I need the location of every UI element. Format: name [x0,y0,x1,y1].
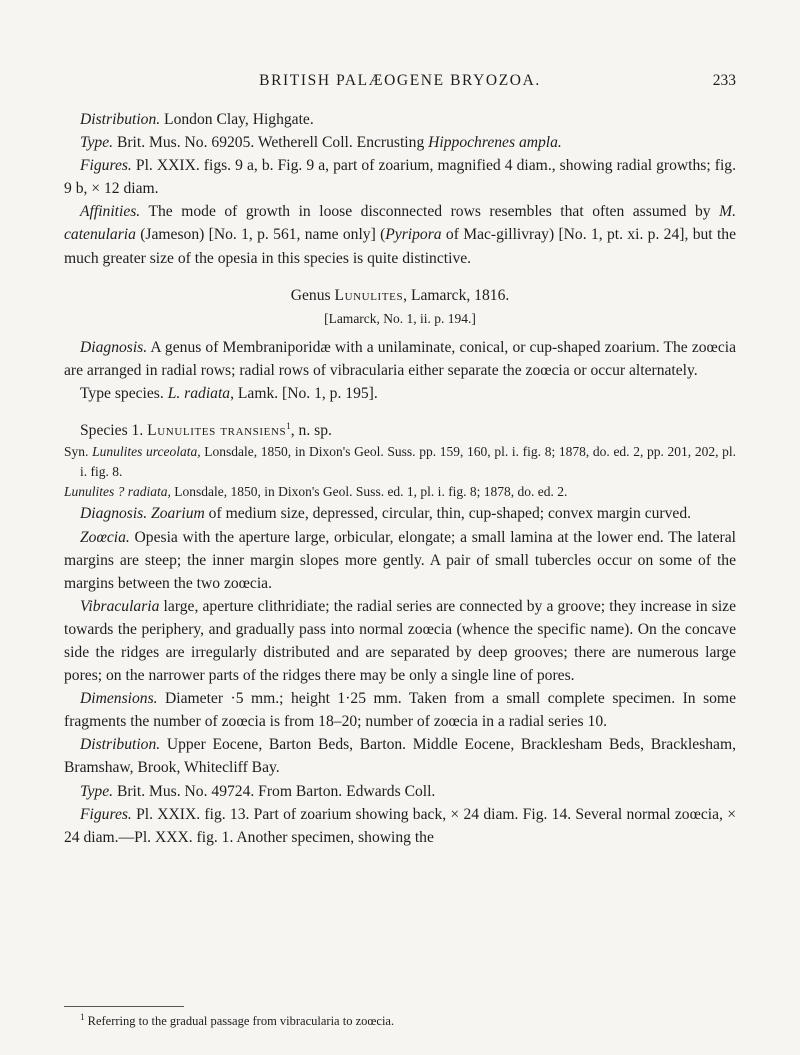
species-name: Hippochrenes ampla. [428,134,562,152]
genus-name: Lunulites [334,286,404,304]
genus-heading [64,284,736,307]
section-heading: Figures. [80,805,132,823]
section-heading: Diagnosis. [80,505,148,523]
running-title: BRITISH PALÆOGENE BRYOZOA. [259,72,541,89]
paragraph-text: Upper Eocene, Barton Beds, Barton. Middle Eocene, Bracklesham Beds, Bracklesham, Bramshaw, Brook, Whitecliff Bay. [64,736,736,777]
paragraph-text: Diameter ·5 mm.; height 1·25 mm. Taken from a small complete specimen. In some fragments the number of zoœcia is from 18–20; number of zoœcia in a radial series 10. [64,690,736,731]
body-text [64,108,736,849]
species-type-paragraph [64,780,736,803]
type-paragraph [64,131,736,154]
footnote-divider [64,1006,184,1007]
page-number: 233 [712,72,736,89]
species-heading [64,415,736,442]
footnote-mark: 1 [80,1012,85,1022]
section-heading: Distribution. [80,111,161,128]
species-suffix: , n. sp. [290,422,332,440]
type-species-paragraph [64,382,736,405]
paragraph-text: Lonsdale, 1850, in Dixon's Geol. Suss. ed. 1, pl. i. fig. 8; 1878, do. ed. 2. [170,484,568,500]
page-header [64,72,736,96]
vibracularia-paragraph [64,595,736,687]
paragraph-text: London Clay, Highgate. [160,111,314,128]
paragraph-text: of medium size, depressed, circular, thin, cup-shaped; convex margin curved. [204,505,692,523]
paragraph-text: of Mac-gillivray) [No. 1, pt. xi. p. 24], but the much greater size of the opesia in this species is quite distinctive. [64,226,736,267]
paragraph-text: , Lamk. [No. 1, p. 195]. [230,385,378,403]
species-title: Lunulites transiens [147,422,287,440]
section-heading: Figures. [80,157,132,175]
paragraph-text: Opesia with the aperture large, orbicular, elongate; a small lamina at the lower end. The lateral margins are steep; the inner margin slopes more gently. A pair of small tubercles occur on some of the margins between the two zoœcia. [64,528,736,592]
paragraph-text: Pl. XXIX. figs. 9 a, b. Fig. 9 a, part of zoarium, magnified 4 diam., showing radial growths; fig. 9 b, × 12 diam. [64,157,736,198]
paragraph-text: Brit. Mus. No. 49724. From Barton. Edwards Coll. [113,782,436,800]
paragraph-text: large, aperture clithridiate; the radial series are connected by a groove; they increase in size towards the periphery, and gradually pass into normal zoœcia (whence the specific name). On the concave side the ridges are irregularly distributed and are separated by deep grooves; there are numerous large pores; on the narrower parts of the ridges there may be only a single line of pores. [64,597,736,685]
species-figures-paragraph [64,803,736,849]
section-heading: Diagnosis. [80,338,148,356]
genus-authority: , Lamarck, 1816. [403,286,510,304]
species-name: Lunulites urceolata, [92,444,201,460]
footnote-text: Referring to the gradual passage from vibracularia to zoœcia. [84,1014,395,1029]
paragraph-text: Brit. Mus. No. 69205. Wetherell Coll. Encrusting [113,134,429,152]
section-heading: Distribution. [80,736,161,754]
footnote [64,1012,736,1029]
synonymy-label: Syn. [64,444,93,460]
species-name: L. radiata [167,385,231,403]
genus-label: Genus [290,286,335,304]
section-heading: Affinities. [80,203,141,221]
dimensions-paragraph [64,687,736,733]
species-distribution-paragraph [64,733,736,779]
section-heading: Vibracularia [80,597,160,615]
section-heading: Type. [80,134,114,152]
paragraph-text: Pl. XXIX. fig. 13. Part of zoarium showing back, × 24 diam. Fig. 14. Several normal zoœcia, × 24 diam.—Pl. XXX. fig. 1. Another specimen, showing the [64,805,736,846]
section-heading: Type. [80,782,114,800]
genus-diagnosis-paragraph [64,336,736,382]
zooecia-paragraph [64,526,736,595]
species-name: M. catenularia [64,203,736,244]
section-heading: Zoarium [147,505,205,523]
section-heading: Dimensions. [80,690,158,708]
paragraph-text: (Jameson) [No. 1, p. 561, name only] ( [135,226,386,244]
footnote-mark[interactable]: 1 [286,421,291,432]
species-number: Species 1. [80,422,148,440]
synonymy-entry [64,482,736,502]
figures-paragraph [64,154,736,200]
affinities-paragraph [64,200,736,269]
genus-reference: [Lamarck, No. 1, ii. p. 194.] [324,310,476,326]
paragraph-text: A genus of Membraniporidæ with a unilaminate, conical, or cup-shaped zoarium. The zoœcia are arranged in radial rows; radial rows of vibracularia either separate the zoœcia or occur alternately. [64,338,736,379]
paragraph-text: Lonsdale, 1850, in Dixon's Geol. Suss. pp. 159, 160, pl. i. fig. 8; 1878, do. ed. 2, pp. 201, 202, pl. i. fig. 8. [80,444,737,480]
species-name: Lunulites ? radiata, [64,484,171,500]
distribution-paragraph [64,108,736,131]
paragraph-text: Type species. [80,385,168,403]
paragraph-text: The mode of growth in loose disconnected rows resembles that often assumed by [140,203,720,221]
section-heading: Zoœcia. [80,528,130,546]
synonymy-entry [64,442,736,482]
species-diagnosis-paragraph [64,502,736,525]
species-name: Pyripora [385,226,442,244]
